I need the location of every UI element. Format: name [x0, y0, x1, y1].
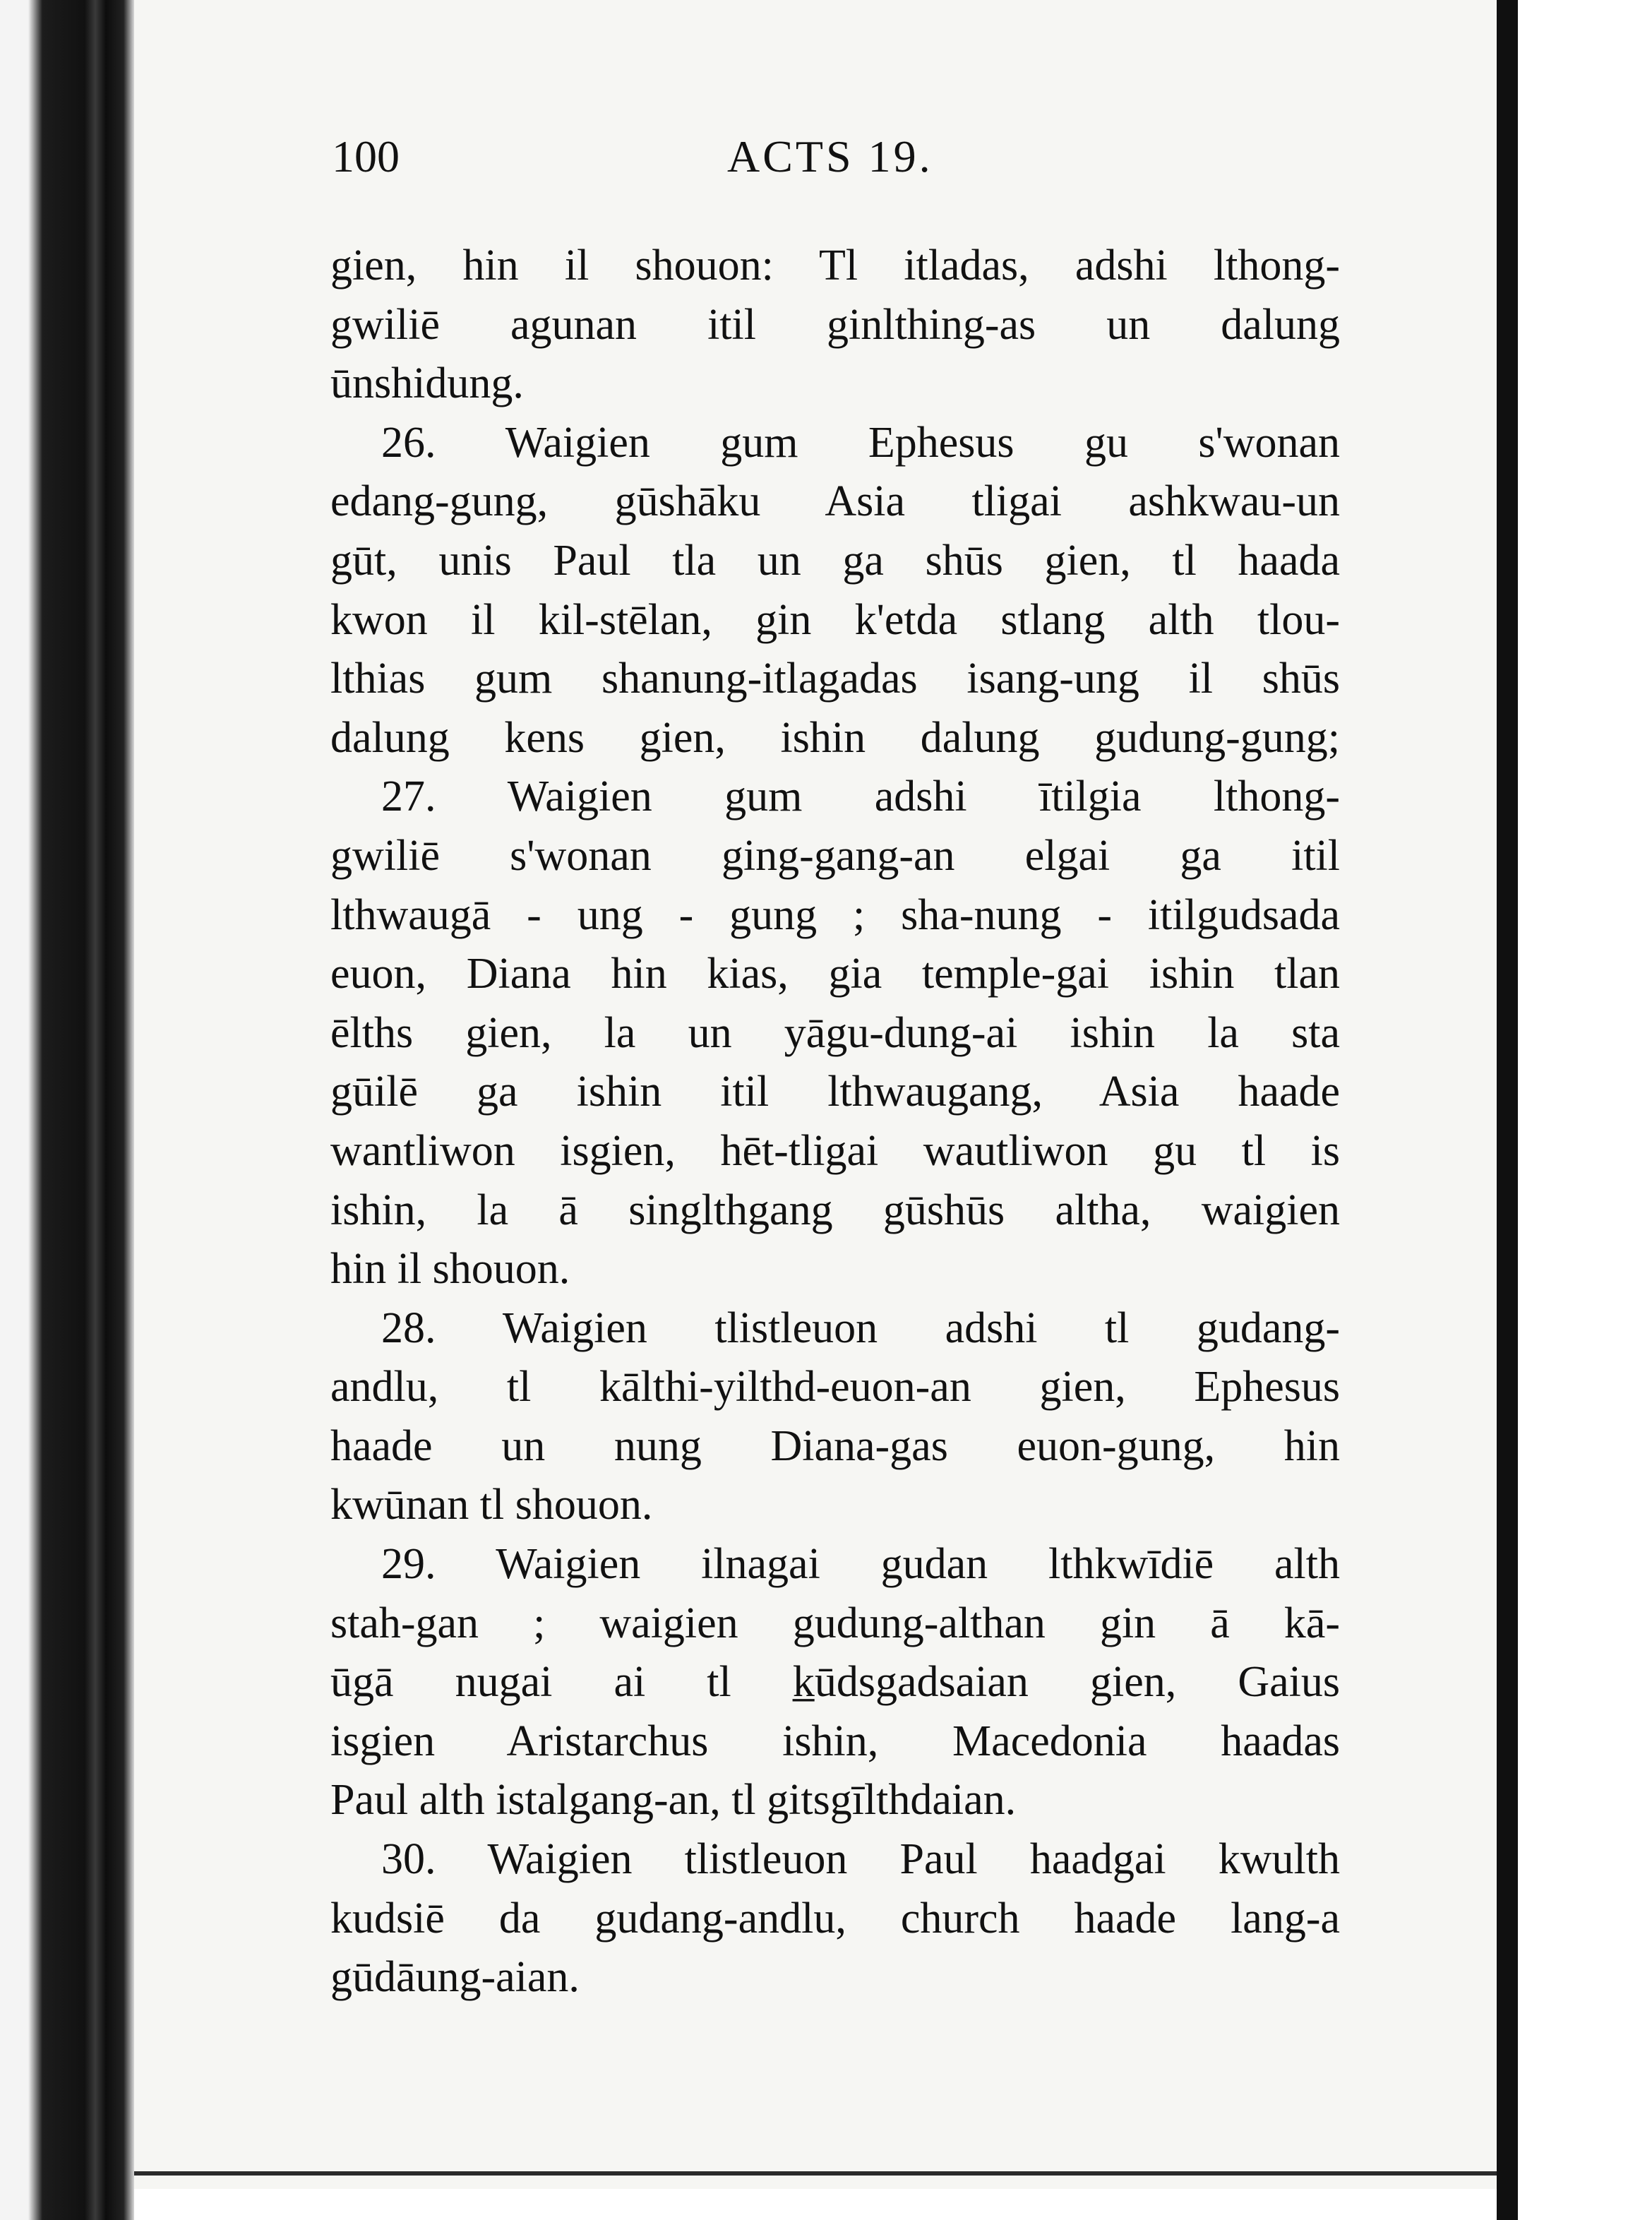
- text-line: gwiliē agunan itil ginlthing-as un dalung: [330, 300, 1340, 349]
- text-line: euon, Diana hin kias, gia temple-gai ishin tlan: [330, 950, 1340, 998]
- text-line: ūgā nugai ai tl k̲ūdsgadsaian gien, Gaius: [330, 1658, 1340, 1707]
- text-line: Paul alth istalgang-an, tl gitsgīlthdaian.: [330, 1776, 1017, 1825]
- text-line: gien, hin il shouon: Tl itladas, adshi lthong-: [330, 241, 1340, 290]
- text-line: hin il shouon.: [330, 1245, 570, 1294]
- text-line: lthias gum shanung-itlagadas isang-ung il shūs: [330, 655, 1340, 703]
- scan-margin: [1518, 0, 1652, 2220]
- running-head: ACTS 19.: [727, 131, 933, 181]
- text-line: 29. Waigien ilnagai gudan lthkwīdiē alth: [381, 1540, 1340, 1589]
- text-line: kudsiē da gudang-andlu, church haade lang-a: [330, 1894, 1340, 1942]
- text-line: stah-gan ; waigien gudung-althan gin ā kā-: [330, 1599, 1340, 1647]
- text-line: ēlths gien, la un yāgu-dung-ai ishin la sta: [330, 1008, 1340, 1057]
- page-right-edge: [1497, 0, 1518, 2220]
- text-line: gūdāung-aian.: [330, 1953, 580, 2002]
- text-line: edang-gung, gūshāku Asia tligai ashkwau-un: [330, 477, 1340, 526]
- text-line: ūnshidung.: [330, 359, 524, 408]
- book-binding-edge: [0, 0, 134, 2220]
- text-line: gūt, unis Paul tla un ga shūs gien, tl haada: [330, 536, 1340, 585]
- text-line: 27. Waigien gum adshi ītilgia lthong-: [381, 772, 1340, 821]
- text-line: lthwaugā - ung - gung ; sha-nung - itilgudsada: [330, 890, 1340, 939]
- page-number: 100: [332, 131, 400, 181]
- text-line: haade un nung Diana-gas euon-gung, hin: [330, 1421, 1340, 1470]
- text-line: andlu, tl kālthi-yilthd-euon-an gien, Ephesus: [330, 1363, 1340, 1412]
- text-line: isgien Aristarchus ishin, Macedonia haadas: [330, 1717, 1340, 1765]
- text-line: ishin, la ā singlthgang gūshūs altha, waigien: [330, 1186, 1340, 1234]
- page-bottom-rule: [134, 2171, 1500, 2176]
- text-line: dalung kens gien, ishin dalung gudung-gung;: [330, 713, 1340, 762]
- page-header: [332, 131, 1348, 194]
- text-line: kwūnan tl shouon.: [330, 1481, 653, 1529]
- text-line: 26. Waigien gum Ephesus gu s'wonan: [381, 418, 1340, 467]
- body-text: [330, 237, 1340, 2007]
- text-line: 28. Waigien tlistleuon adshi tl gudang-: [381, 1303, 1340, 1352]
- text-line: 30. Waigien tlistleuon Paul haadgai kwulth: [381, 1835, 1340, 1884]
- text-line: gwiliē s'wonan ging-gang-an elgai ga itil: [330, 831, 1340, 880]
- text-line: kwon il kil-stēlan, gin k'etda stlang alth tlou-: [330, 595, 1340, 644]
- text-line: gūilē ga ishin itil lthwaugang, Asia haade: [330, 1068, 1340, 1116]
- text-line: wantliwon isgien, hēt-tligai wautliwon gu tl is: [330, 1126, 1340, 1175]
